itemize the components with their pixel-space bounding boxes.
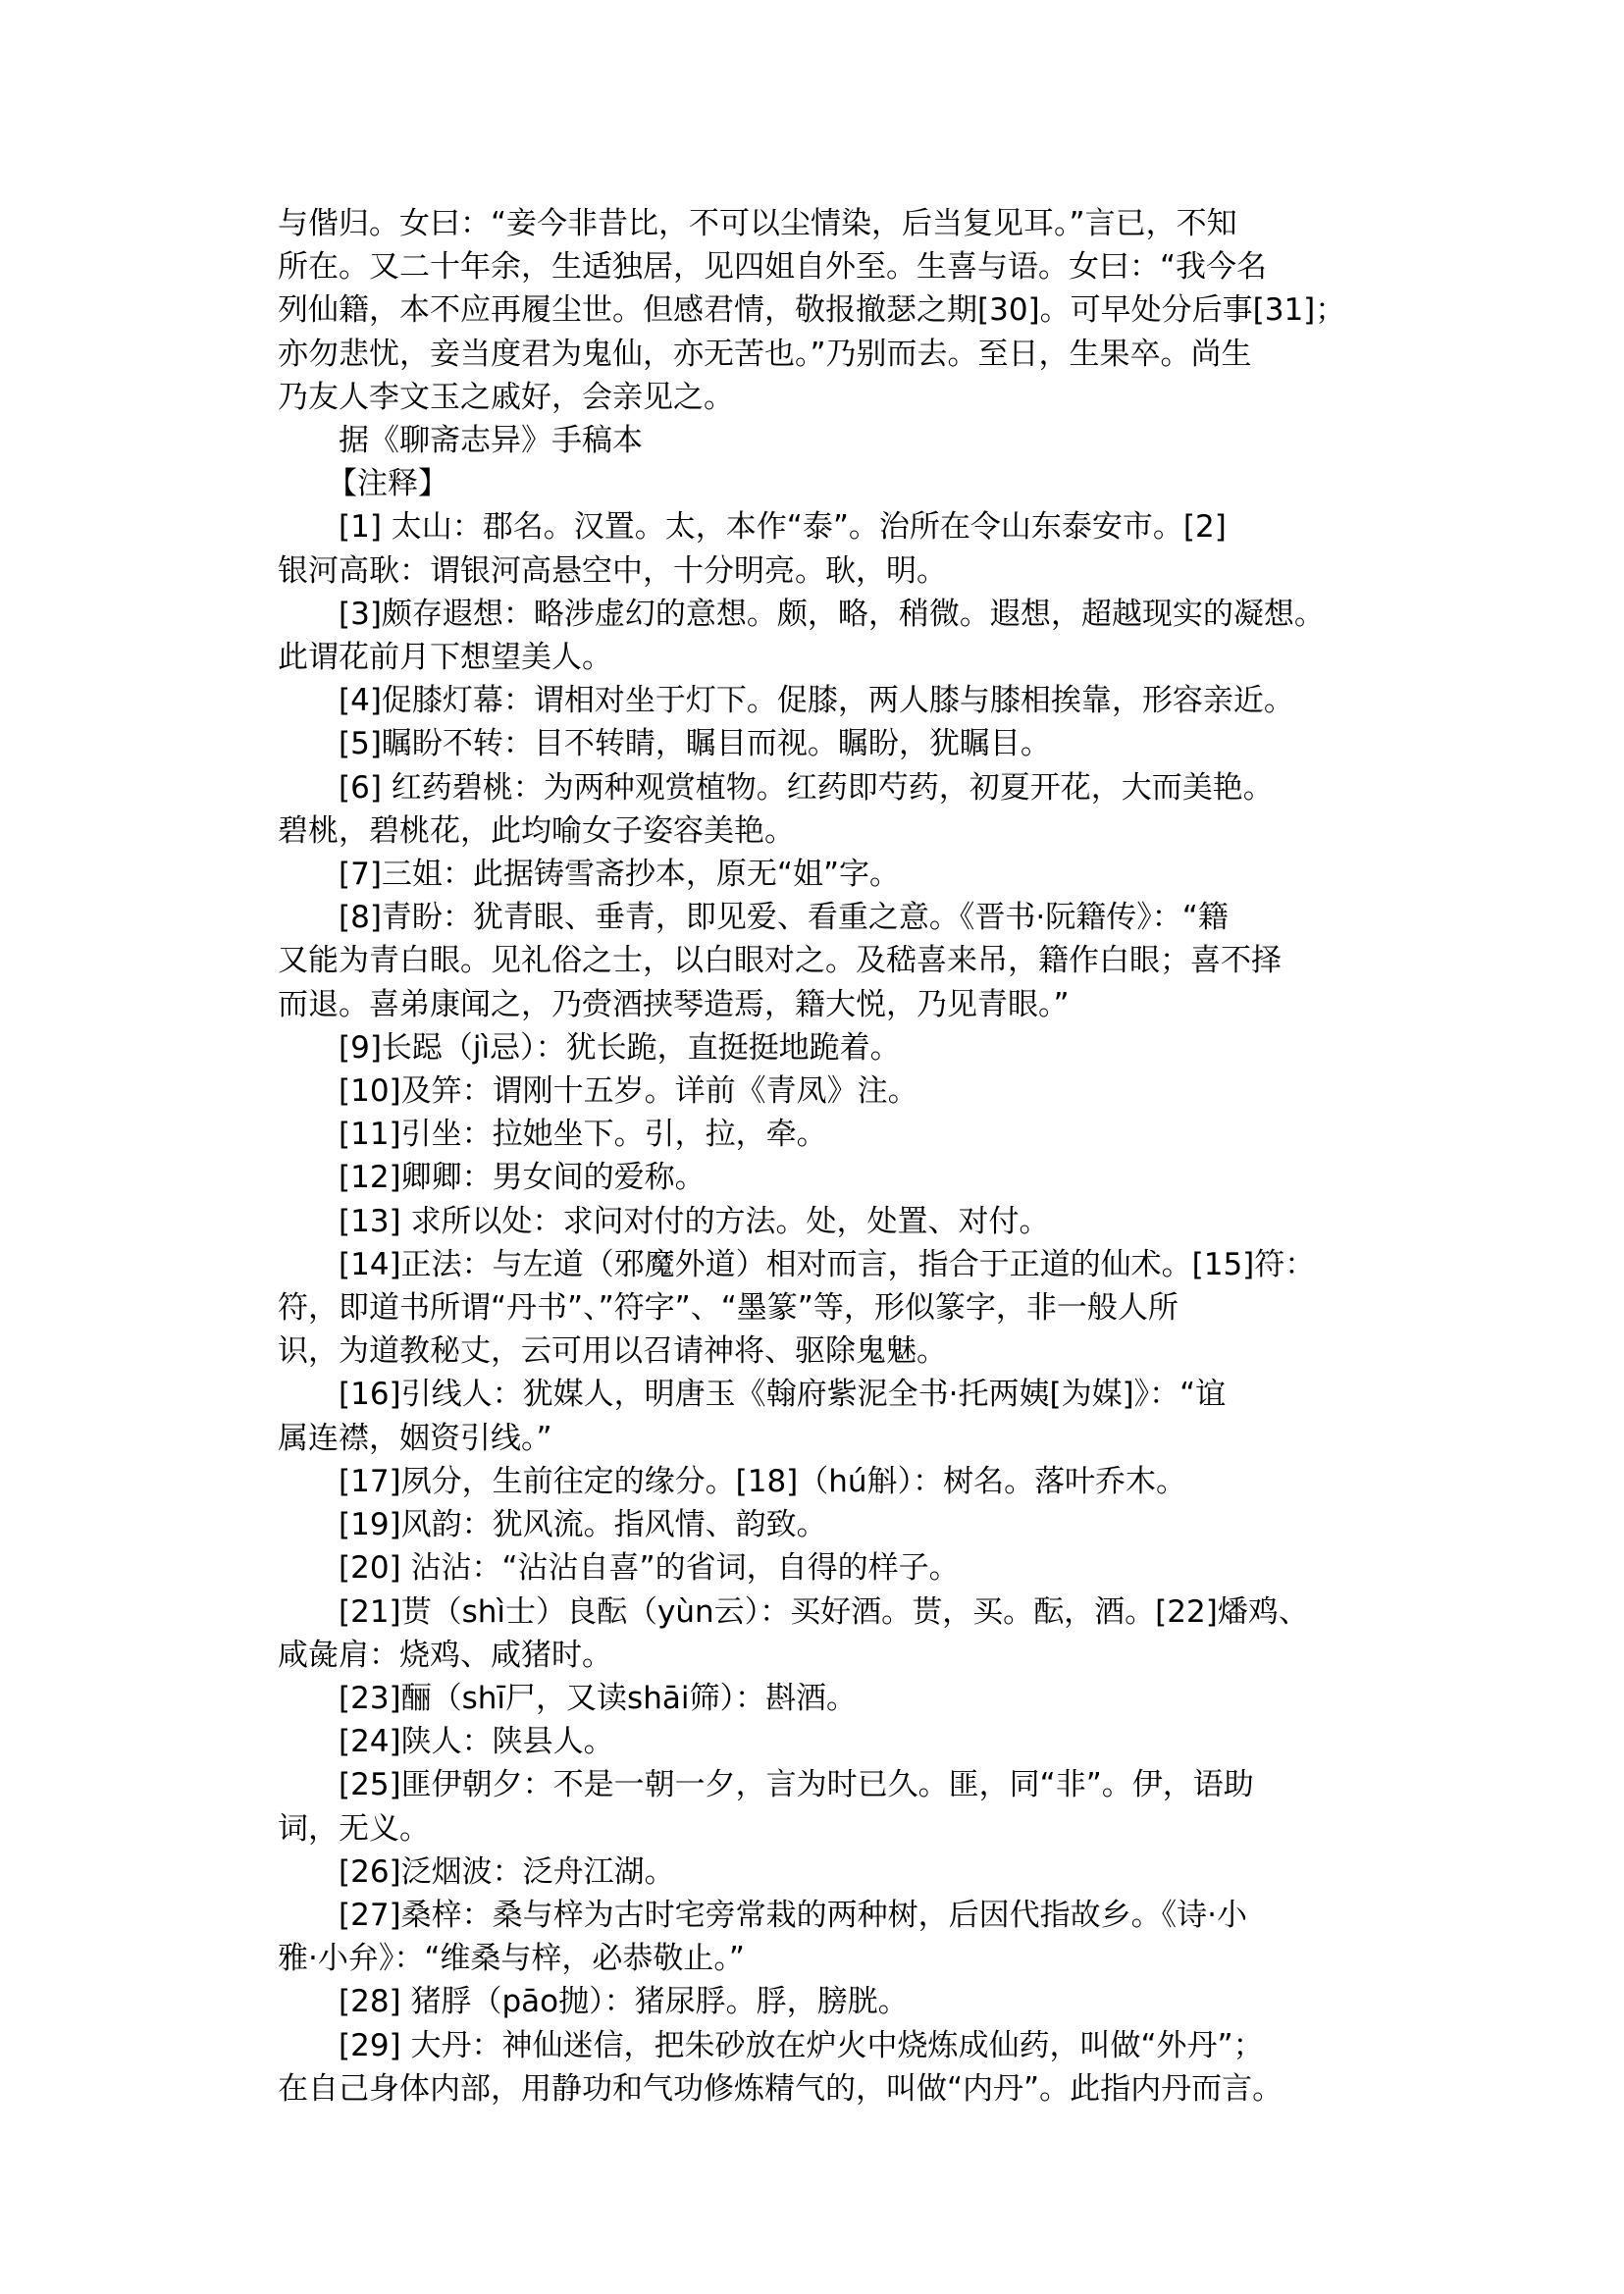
document-body (278, 202, 1367, 2111)
text-line: 亦勿悲忧，妾当度君为鬼仙，亦无苦也。”乃别而去。至日，生果卒。尚生 (278, 336, 1252, 372)
text-line: 在自己身体内部，用静功和气功修炼精气的，叫做“内丹”。此指内丹而言。 (278, 2070, 1283, 2107)
text-line: 词，无义。 (278, 1810, 430, 1847)
text-line: [28] 猪脬（pāo抛）：猪尿脬。脬，膀胱。 (339, 1984, 909, 2020)
text-line: [24]陕人：陕县人。 (339, 1724, 614, 1760)
text-line: [13] 求所以处：求问对付的方法。处，处置、对付。 (339, 1203, 1050, 1239)
text-line: 与偕归。女曰：“妾今非昔比，不可以尘情染，后当复见耳。”言已，不知 (278, 206, 1237, 241)
text-line: [21]贳（shì士）良酝（yùn云）：买好酒。贳，买。酝，酒。[22]燔鸡、 (339, 1593, 1309, 1630)
text-line: 所在。又二十年余，生适独居，见四姐自外至。生喜与语。女曰：“我今名 (278, 249, 1268, 286)
text-line: 列仙籍，本不应再履尘世。但感君情，敬报撤瑟之期[30]。可早处分后事[31]； (278, 292, 1346, 329)
text-line: [5]瞩盼不转：目不转睛，瞩目而视。瞩盼，犹瞩目。 (339, 726, 1051, 762)
text-line: [9]长跽（jì忌）：犹长跪，直挺挺地跪着。 (339, 1029, 901, 1066)
text-line: [27]桑梓：桑与梓为古时宅旁常栽的两种树，后因代指故乡。《诗·小 (339, 1897, 1247, 1933)
text-line: [8]青盼：犹青眼、垂青，即见爱、看重之意。《晋书·阮籍传》：“籍 (339, 900, 1229, 936)
text-line: 乃友人李文玉之戚好，会亲见之。 (278, 379, 734, 415)
text-line: [12]卿卿：男女间的爱称。 (339, 1160, 706, 1196)
text-line: 咸彘肩：烧鸡、咸猪时。 (278, 1637, 612, 1673)
text-line: [10]及笄：谓刚十五岁。详前《青凤》注。 (339, 1073, 918, 1110)
text-line: [25]匪伊朝夕：不是一朝一夕，言为时已久。匪，同“非”。伊，语助 (339, 1767, 1254, 1803)
text-line: [3]颇存遐想：略涉虚幻的意想。颇，略，稍微。遐想，超越现实的凝想。 (339, 596, 1325, 632)
text-line: [17]夙分，生前往定的缘分。[18]（hú斛）：树名。落叶乔木。 (339, 1463, 1187, 1499)
text-line: [19]风韵：犹风流。指风情、韵致。 (339, 1507, 827, 1543)
text-line: [26]泛烟波：泛舟江湖。 (339, 1853, 675, 1890)
text-line: [11]引坐：拉她坐下。引，拉，牵。 (339, 1117, 827, 1153)
text-line: [23]酾（shī尸，又读shāi筛）：斟酒。 (339, 1680, 857, 1716)
text-line: [20] 沾沾：“沾沾自喜”的省词，自得的样子。 (339, 1550, 960, 1587)
text-line: 又能为青白眼。见礼俗之士，以白眼对之。及嵇喜来吊，籍作白眼；喜不择 (278, 943, 1282, 979)
text-line: 【注释】 (327, 466, 448, 502)
text-line: 碧桃，碧桃花，此均喻女子姿容美艳。 (278, 812, 795, 849)
text-line: 属连襟，姻资引线。” (278, 1420, 552, 1456)
text-line: [4]促膝灯幕：谓相对坐于灯下。促膝，两人膝与膝相挨靠，形容亲近。 (339, 683, 1294, 719)
text-line: [7]三姐：此据铸雪斋抄本，原无“姐”字。 (339, 857, 901, 893)
text-line: 识，为道教秘丈，云可用以召请神将、驱除鬼魅。 (278, 1333, 947, 1370)
text-line: [6] 红药碧桃：为两种观赏植物。红药即芍药，初夏开花，大而美艳。 (339, 769, 1274, 806)
text-line: [29] 大丹：神仙迷信，把朱砂放在炉火中烧炼成仙药，叫做“外丹”； (339, 2027, 1264, 2063)
text-line: [14]正法：与左道（邪魔外道）相对而言，指合于正道的仙术。[15]符： (339, 1246, 1316, 1282)
text-line: 符，即道书所谓“丹书”、”符字”、“墨篆”等，形似篆字，非一般人所 (278, 1290, 1179, 1327)
text-line: 此谓花前月下想望美人。 (278, 640, 612, 676)
text-line: 而退。喜弟康闻之，乃赍酒挟琴造焉，籍大悦，乃见青眼。” (278, 986, 1070, 1022)
text-line: 雅·小弁》：“维桑与梓，必恭敬止。” (278, 1941, 745, 1977)
text-line: [16]引线人：犹媒人，明唐玉《翰府紫泥全书·托两姨[为媒]》：“谊 (339, 1377, 1227, 1413)
text-line: 据《聊斋志异》手稿本 (339, 423, 643, 459)
text-line: 银河高耿：谓银河高悬空中，十分明亮。耿，明。 (278, 552, 947, 589)
text-line: [1] 太山：郡名。汉置。太，本作“泰”。治所在令山东泰安市。[2] (339, 509, 1227, 546)
